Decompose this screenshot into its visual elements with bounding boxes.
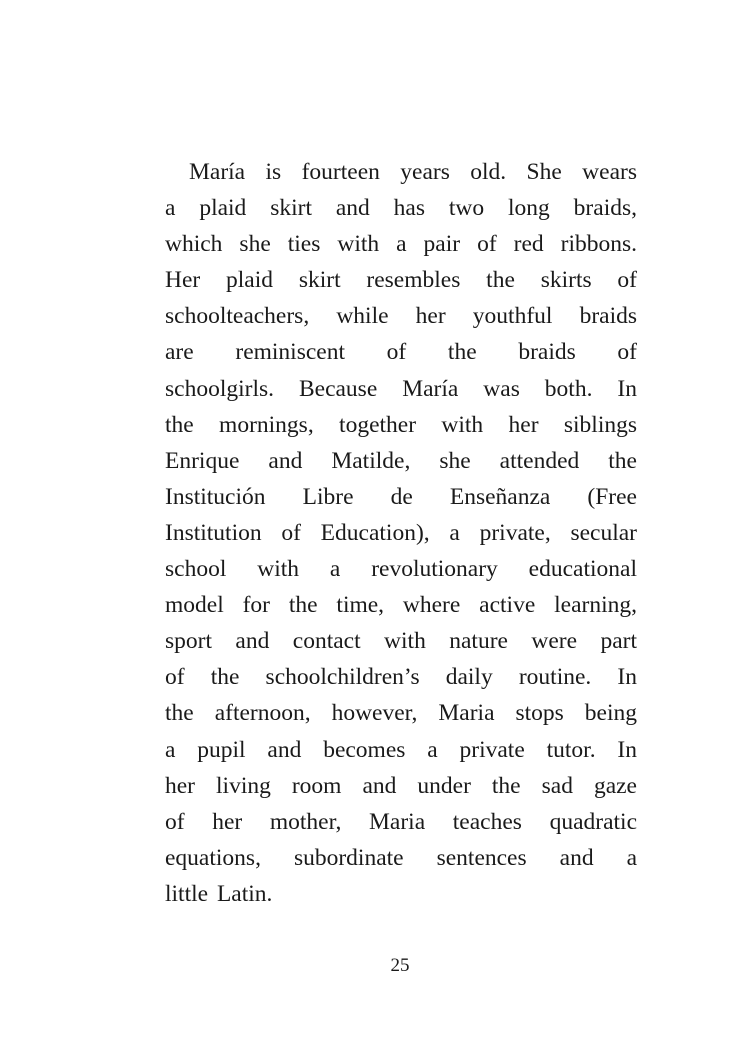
text-line: Institution of Education), a private, secular bbox=[165, 519, 637, 546]
text-line: Her plaid skirt resembles the skirts of bbox=[165, 267, 637, 294]
text-line: schoolteachers, while her youthful braids bbox=[165, 303, 637, 330]
text-line: equations, subordinate sentences and a bbox=[165, 844, 637, 871]
text-line: which she ties with a pair of red ribbons. bbox=[165, 231, 637, 258]
text-line: the afternoon, however, Maria stops being bbox=[165, 700, 637, 727]
text-line: school with a revolutionary educational bbox=[165, 556, 637, 583]
text-line: of the schoolchildren’s daily routine. In bbox=[165, 664, 637, 691]
text-line: are reminiscent of the braids of bbox=[165, 339, 637, 366]
text-line: a pupil and becomes a private tutor. In bbox=[165, 736, 637, 763]
text-line: sport and contact with nature were part bbox=[165, 628, 637, 655]
text-line: Institución Libre de Enseñanza (Free bbox=[165, 483, 637, 510]
text-line: schoolgirls. Because María was both. In bbox=[165, 375, 637, 402]
text-line: a plaid skirt and has two long braids, bbox=[165, 195, 637, 222]
body-paragraph bbox=[165, 154, 637, 912]
text-line: little Latin. bbox=[165, 880, 273, 907]
text-line: of her mother, Maria teaches quadratic bbox=[165, 808, 637, 835]
text-line: model for the time, where active learning, bbox=[165, 592, 637, 619]
text-line: Enrique and Matilde, she attended the bbox=[165, 447, 637, 474]
text-line: her living room and under the sad gaze bbox=[165, 772, 637, 799]
text-line: the mornings, together with her siblings bbox=[165, 411, 637, 438]
page-number: 25 bbox=[390, 955, 410, 976]
text-line: María is fourteen years old. She wears bbox=[189, 159, 637, 185]
